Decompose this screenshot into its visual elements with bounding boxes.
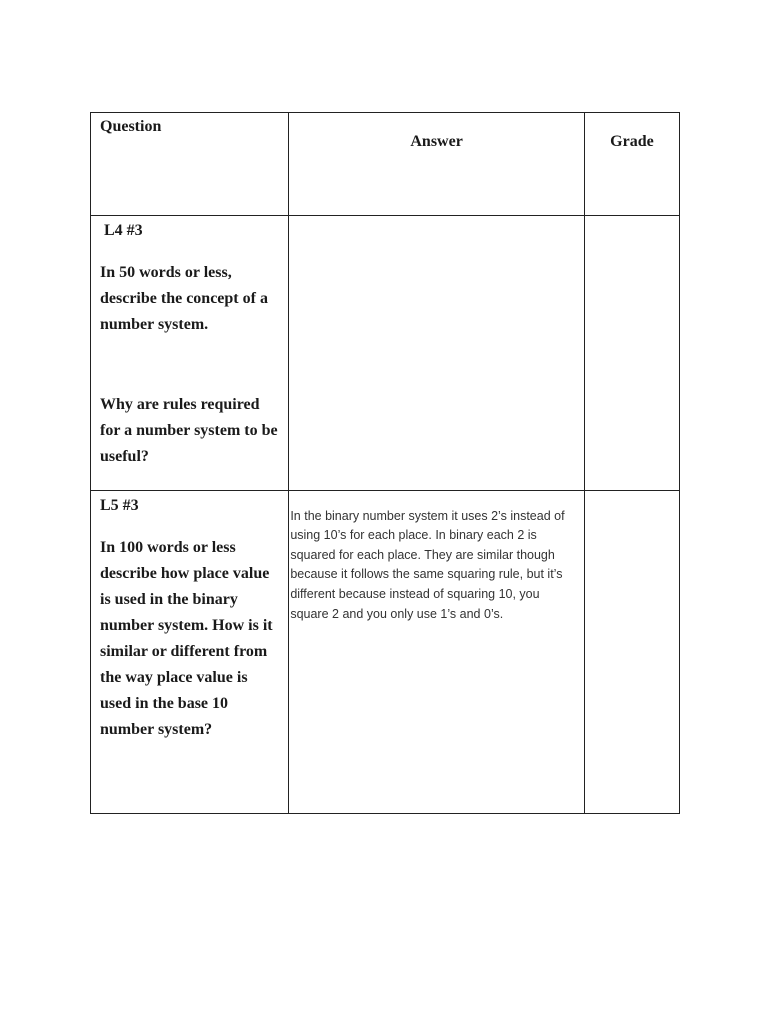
grade-cell[interactable]: [584, 216, 679, 490]
question-text: In 100 words or less describe how place value is used in the binary number system. How is it similar or different from the way place value is used in the base 10 number system?: [100, 538, 273, 738]
question-text: In 50 words or less, describe the concept of a number system.: [100, 264, 268, 334]
question-cell: [91, 490, 289, 813]
header-answer: Answer: [289, 113, 585, 216]
answer-cell[interactable]: [289, 216, 585, 490]
table-row: [91, 216, 680, 490]
question-label: L4 #3: [104, 222, 143, 240]
question-text: Why are rules required for a number system to be useful?: [100, 396, 278, 466]
header-question: Question: [91, 113, 289, 216]
table-header-row: [91, 113, 680, 216]
question-label: L5 #3: [100, 496, 139, 514]
question-answer-table: [90, 112, 680, 814]
grade-cell[interactable]: [584, 490, 679, 813]
answer-cell[interactable]: In the binary number system it uses 2’s instead of using 10’s for each place. In binary each 2 is squared for each place. They are similar though because it follows the same squaring rule, but it’s different because instead of squaring 10, you square 2 and you only use 1’s and 0’s.: [289, 490, 585, 813]
question-cell: [91, 216, 289, 490]
header-grade: Grade: [584, 113, 679, 216]
table-row: [91, 490, 680, 813]
